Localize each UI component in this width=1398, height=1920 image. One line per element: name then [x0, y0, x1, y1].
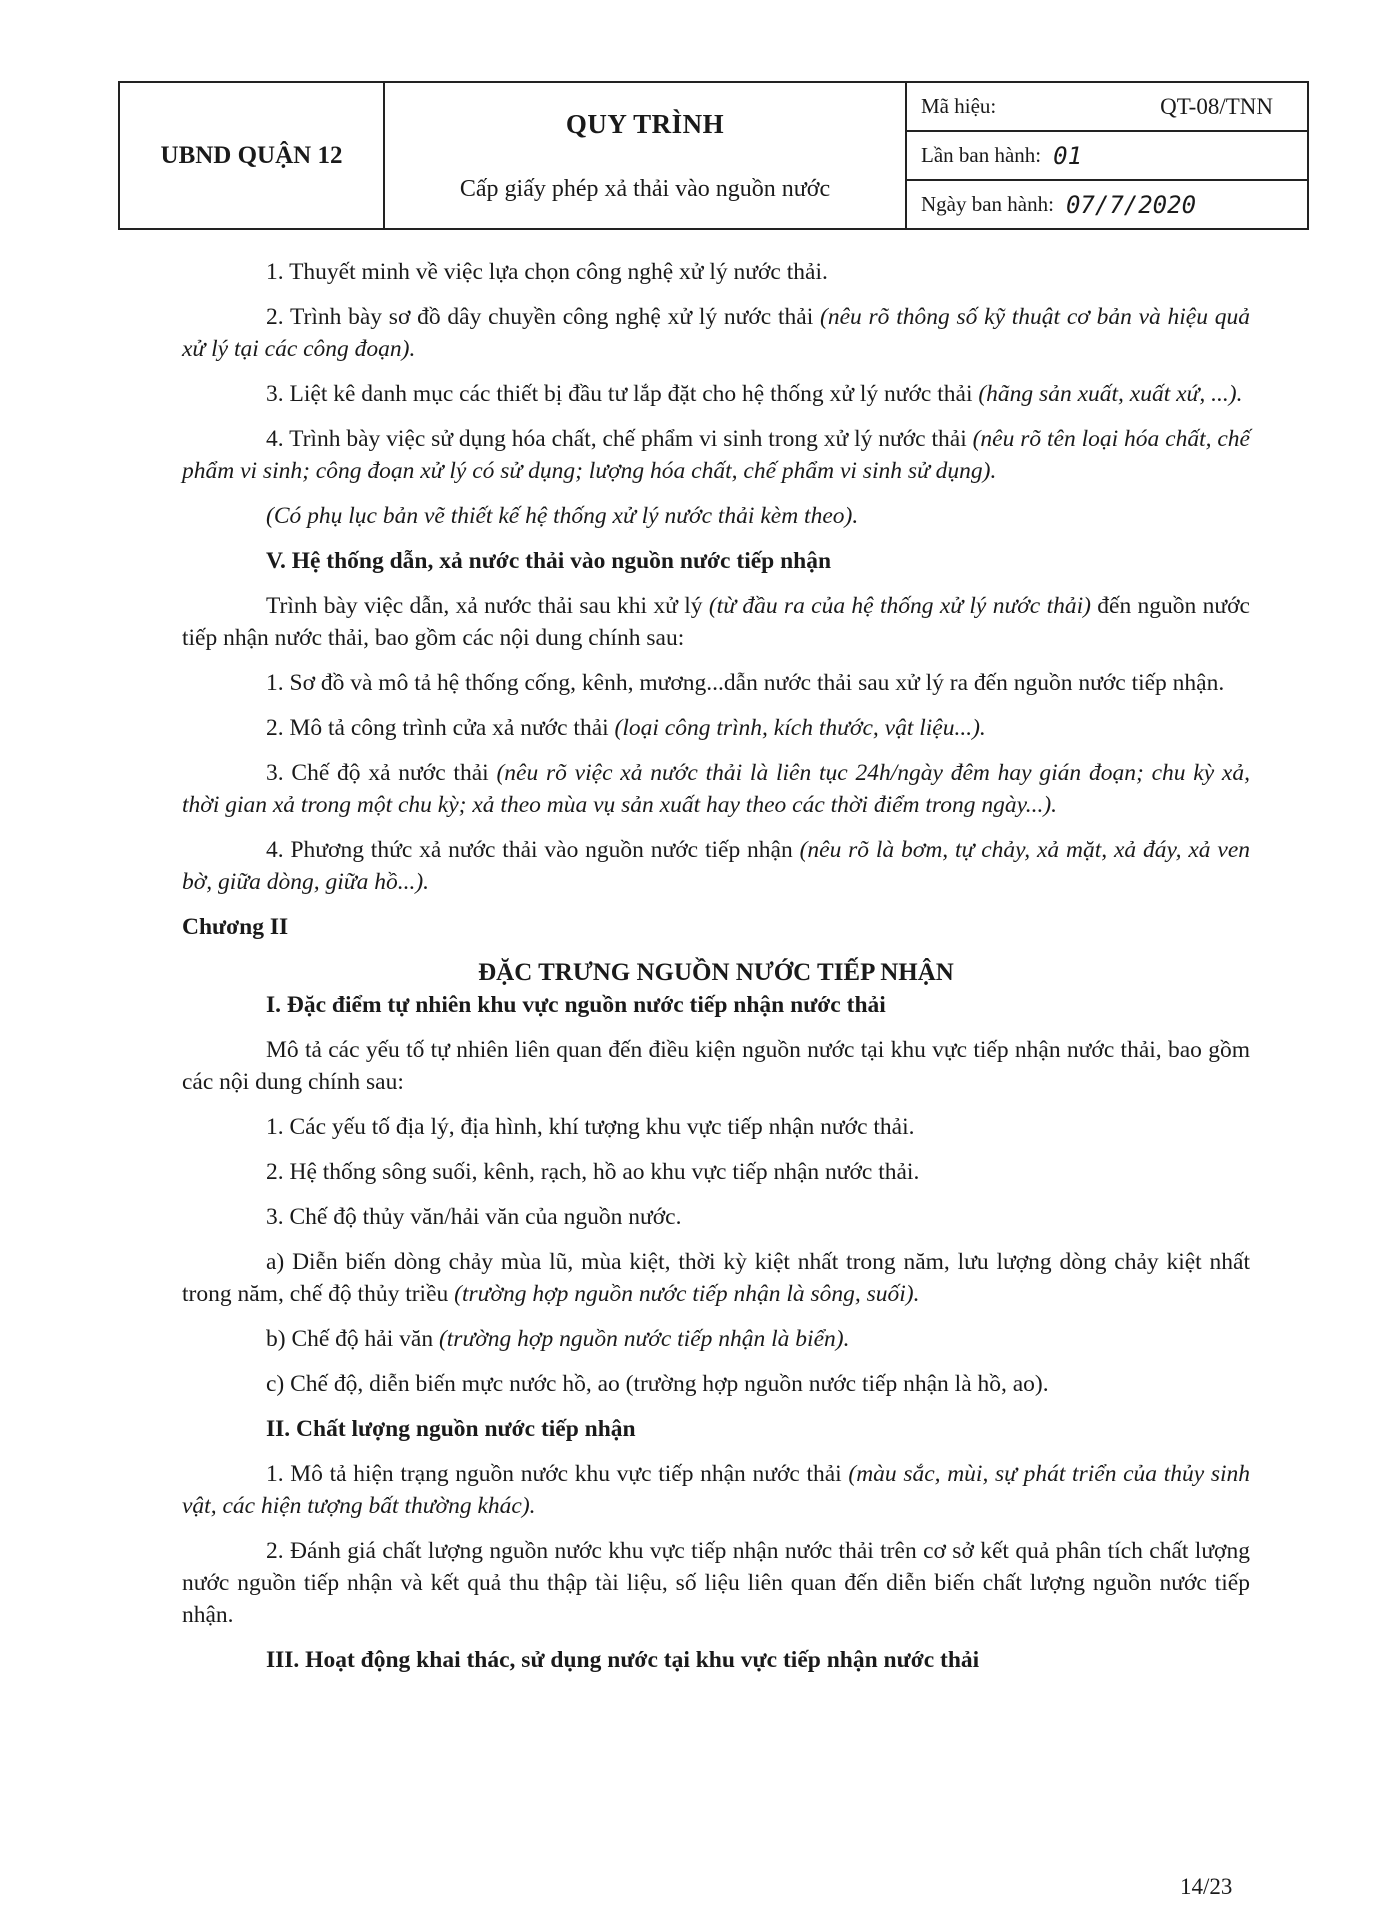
- paragraph-text: 2. Đánh giá chất lượng nguồn nước khu vực tiếp nhận nước thải trên cơ sở kết quả phân tích chất lượng nước nguồn tiếp nhận và kết quả thu thập tài liệu, số liệu liên quan đến diễn biến chất lượng nguồn nước tiếp nhận.: [182, 1538, 1250, 1628]
- date-label: Ngày ban hành:: [921, 192, 1054, 216]
- paragraph-text: 1. Các yếu tố địa lý, địa hình, khí tượng khu vực tiếp nhận nước thải.: [266, 1114, 915, 1140]
- paragraph: [182, 500, 1250, 532]
- paragraph: [182, 590, 1250, 654]
- paragraph: [182, 834, 1250, 898]
- paragraph: [182, 378, 1250, 410]
- paragraph: [182, 1323, 1250, 1355]
- paragraph-text: c) Chế độ, diễn biến mực nước hồ, ao (trường hợp nguồn nước tiếp nhận là hồ, ao).: [266, 1371, 1049, 1397]
- document-body: [182, 256, 1250, 1689]
- paragraph-italic-text: (nêu rõ là bơm, tự chảy, xả mặt, xả đáy, xả ven bờ, giữa dòng, giữa hồ...).: [182, 837, 1250, 895]
- paragraph: [182, 1201, 1250, 1233]
- paragraph-text: b) Chế độ hải văn: [266, 1326, 439, 1352]
- paragraph: [182, 1111, 1250, 1143]
- issue-label: Lần ban hành:: [921, 143, 1042, 167]
- section-heading: III. Hoạt động khai thác, sử dụng nước tại khu vực tiếp nhận nước thải: [266, 1647, 980, 1673]
- paragraph-text: 1. Mô tả hiện trạng nguồn nước khu vực tiếp nhận nước thải: [266, 1461, 849, 1487]
- paragraph-italic-text: (nêu rõ việc xả nước thải là liên tục 24h/ngày đêm hay gián đoạn; chu kỳ xả, thời gian xả trong một chu kỳ; xả theo mùa vụ sản xuất hay theo các thời điểm trong ngày...).: [182, 760, 1250, 818]
- section-heading: I. Đặc điểm tự nhiên khu vực nguồn nước tiếp nhận nước thải: [266, 992, 886, 1018]
- paragraph-italic-text: (Có phụ lục bản vẽ thiết kế hệ thống xử lý nước thải kèm theo).: [266, 503, 859, 529]
- issue-row: [907, 132, 1307, 181]
- paragraph-text: 1. Thuyết minh về việc lựa chọn công nghệ xử lý nước thải.: [266, 259, 828, 285]
- paragraph-italic-text: (trường hợp nguồn nước tiếp nhận là biển).: [438, 1326, 850, 1352]
- paragraph: [182, 423, 1250, 487]
- section-heading: II. Chất lượng nguồn nước tiếp nhận: [266, 1416, 636, 1442]
- paragraph-italic-text: (từ đầu ra của hệ thống xử lý nước thải): [708, 593, 1091, 619]
- metadata-cell: [906, 82, 1308, 229]
- section-heading: V. Hệ thống dẫn, xả nước thải vào nguồn nước tiếp nhận: [266, 548, 832, 574]
- paragraph-text: 2. Hệ thống sông suối, kênh, rạch, hồ ao khu vực tiếp nhận nước thải.: [266, 1159, 920, 1185]
- paragraph-text: a) Diễn biến dòng chảy mùa lũ, mùa kiệt, thời kỳ kiệt nhất trong năm, lưu lượng dòng chảy kiệt nhất trong năm, chế độ thủy triều: [182, 1249, 1250, 1307]
- chapter-label: Chương II: [182, 914, 289, 940]
- document-header-table: [118, 81, 1309, 230]
- issue-value: 01: [1053, 141, 1083, 170]
- paragraph: [182, 1034, 1250, 1098]
- paragraph-italic-text: (nêu rõ thông số kỹ thuật cơ bản và hiệu quả xử lý tại các công đoạn).: [182, 304, 1251, 362]
- procedure-title-cell: [384, 82, 906, 229]
- paragraph-text: Mô tả các yếu tố tự nhiên liên quan đến điều kiện nguồn nước tại khu vực tiếp nhận nước thải, bao gồm các nội dung chính sau:: [182, 1037, 1250, 1095]
- paragraph-italic-text: (màu sắc, mùi, sự phát triển của thủy sinh vật, các hiện tượng bất thường khác).: [182, 1461, 1250, 1519]
- procedure-title: QUY TRÌNH: [565, 108, 725, 139]
- paragraph-tail-text: đến nguồn nước tiếp nhận nước thải, bao gồm các nội dung chính sau:: [182, 593, 1250, 651]
- paragraph-text: 3. Chế độ xả nước thải: [266, 760, 497, 786]
- code-value: QT-08/TNN: [1160, 93, 1273, 119]
- paragraph: [182, 757, 1250, 821]
- paragraph: [182, 667, 1250, 699]
- paragraph: [182, 1535, 1250, 1631]
- paragraph: [182, 1246, 1250, 1310]
- date-row: [907, 181, 1307, 228]
- paragraph: [182, 1368, 1250, 1400]
- code-row: [907, 83, 1307, 132]
- paragraph-italic-text: (hãng sản xuất, xuất xứ, ...).: [978, 381, 1243, 407]
- code-label: Mã hiệu:: [921, 94, 997, 118]
- paragraph-text: 4. Trình bày việc sử dụng hóa chất, chế phẩm vi sinh trong xử lý nước thải: [266, 426, 973, 452]
- paragraph-text: 3. Liệt kê danh mục các thiết bị đầu tư lắp đặt cho hệ thống xử lý nước thải: [266, 381, 979, 407]
- paragraph: [182, 301, 1250, 365]
- chapter-title: ĐẶC TRƯNG NGUỒN NƯỚC TIẾP NHẬN: [478, 959, 954, 986]
- page-number: 14/23: [1180, 1874, 1233, 1899]
- date-value: 07/7/2020: [1065, 190, 1197, 219]
- paragraph-text: 2. Mô tả công trình cửa xả nước thải: [266, 715, 615, 741]
- paragraph-italic-text: (loại công trình, kích thước, vật liệu...).: [614, 715, 986, 741]
- org-name: UBND QUẬN 12: [119, 82, 384, 229]
- paragraph: [182, 1156, 1250, 1188]
- paragraph-italic-text: (nêu rõ tên loại hóa chất, chế phẩm vi sinh; công đoạn xử lý có sử dụng; lượng hóa chất, chế phẩm vi sinh sử dụng).: [182, 426, 1250, 484]
- paragraph-text: 1. Sơ đồ và mô tả hệ thống cống, kênh, mương...dẫn nước thải sau xử lý ra đến nguồn nước tiếp nhận.: [266, 670, 1225, 696]
- paragraph: [182, 1458, 1250, 1522]
- paragraph: [182, 256, 1250, 288]
- paragraph: [182, 712, 1250, 744]
- paragraph-italic-text: (trường hợp nguồn nước tiếp nhận là sông, suối).: [454, 1281, 920, 1307]
- paragraph-text: 2. Trình bày sơ đồ dây chuyền công nghệ xử lý nước thải: [266, 304, 821, 330]
- paragraph-text: 4. Phương thức xả nước thải vào nguồn nước tiếp nhận: [266, 837, 800, 863]
- paragraph-text: 3. Chế độ thủy văn/hải văn của nguồn nước.: [266, 1204, 682, 1230]
- paragraph-text: Trình bày việc dẫn, xả nước thải sau khi xử lý: [266, 593, 709, 619]
- procedure-subtitle: Cấp giấy phép xả thải vào nguồn nước: [459, 175, 831, 202]
